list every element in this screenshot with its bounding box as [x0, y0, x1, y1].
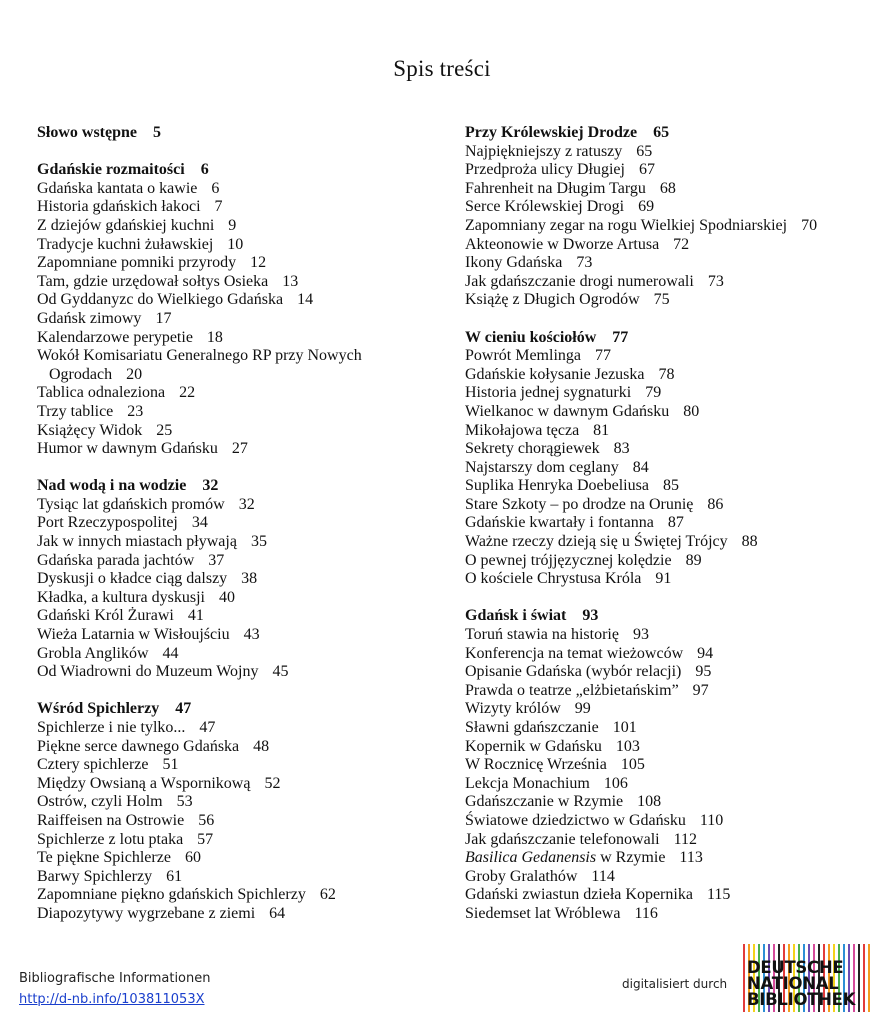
digitized-by-label: digitalisiert durch	[622, 977, 728, 991]
entry-title: Zapomniany zegar na rogu Wielkiej Spodniarskiej	[465, 216, 788, 234]
entry-title: Sławni gdańszczanie	[465, 719, 599, 736]
toc-entry	[465, 756, 875, 775]
entry-title: Ostrów, czyli Holm	[37, 793, 163, 811]
entry-title: Tablica odnaleziona	[37, 384, 166, 402]
entry-title: Trzy tablice	[37, 402, 114, 420]
toc-entry	[465, 663, 875, 682]
entry-page-number: 105	[620, 756, 645, 774]
entry-title: Prawda o teatrze „elżbietańskim”	[465, 681, 679, 699]
toc-section	[465, 607, 875, 923]
entry-page-number: 113	[679, 849, 703, 867]
entry-page-number: 72	[673, 235, 690, 253]
entry-page-number: 91	[655, 570, 672, 588]
toc-entry	[37, 384, 442, 403]
toc-entry	[37, 886, 442, 905]
entry-page-number: 115	[706, 886, 731, 904]
toc-entry	[37, 849, 442, 868]
toc-section-heading	[37, 477, 442, 496]
toc-entry	[465, 254, 875, 273]
toc-entry	[465, 143, 875, 162]
entry-page-number: 77	[595, 347, 611, 365]
entry-title: O pewnej trójjęzycznej kolędzie	[465, 551, 672, 569]
entry-title: Światowe dziedzictwo w Gdańsku	[465, 811, 686, 829]
entry-title: Cztery spichlerze	[37, 756, 149, 774]
entry-title: Zapomniane piękno gdańskich Spichlerzy	[37, 886, 306, 904]
entry-page-number: 23	[127, 402, 144, 420]
toc-entry	[465, 384, 875, 403]
section-page-number: 77	[612, 328, 629, 346]
entry-page-number: 32	[238, 495, 255, 513]
dnb-logo	[743, 944, 871, 1012]
entry-page-number: 51	[162, 756, 179, 774]
section-title: Gdańsk i świat	[465, 607, 567, 625]
entry-page-number: 114	[591, 867, 615, 885]
entry-page-number: 64	[269, 904, 286, 922]
toc-entry	[37, 719, 442, 738]
toc-entry	[37, 589, 442, 608]
toc-entry	[37, 645, 442, 664]
dnb-logo-line: BIBLIOTHEK	[747, 990, 856, 1009]
toc-right-column	[465, 124, 875, 942]
entry-page-number: 62	[319, 886, 336, 904]
entry-page-number: 79	[645, 384, 662, 402]
page-title: Spis treści	[393, 56, 491, 81]
toc-entry	[465, 180, 875, 199]
entry-page-number: 41	[187, 607, 204, 625]
toc-entry	[465, 198, 875, 217]
entry-title: Gdańskie kwartały i fontanna	[465, 514, 654, 532]
toc-entry	[465, 682, 875, 701]
entry-title: Serce Królewskiej Drogi	[465, 198, 625, 216]
entry-page-number: 84	[632, 458, 649, 476]
toc-section	[37, 477, 442, 682]
entry-title: Ważne rzeczy dzieją się u Świętej Trójcy	[465, 533, 728, 551]
entry-page-number: 44	[162, 644, 179, 662]
toc-entry	[465, 366, 875, 385]
entry-title: Sekrety chorągiewek	[465, 440, 600, 458]
toc-entry	[465, 291, 875, 310]
section-page-number: 93	[582, 607, 599, 625]
entry-title: Zapomniane pomniki przyrody	[37, 254, 237, 272]
entry-page-number: 68	[659, 179, 676, 197]
entry-page-number: 7	[214, 198, 223, 216]
toc-entry	[465, 849, 875, 868]
toc-entry	[465, 514, 875, 533]
toc-entry	[465, 626, 875, 645]
entry-page-number: 25	[156, 421, 173, 439]
entry-title: Gdańskie kołysanie Jezuska	[465, 365, 645, 383]
entry-title: Akteonowie w Dworze Artusa	[465, 235, 660, 253]
toc-entry	[37, 514, 442, 533]
toc-entry	[37, 607, 442, 626]
section-title: Słowo wstępne	[37, 124, 138, 141]
entry-page-number: 99	[574, 700, 591, 718]
toc-entry	[465, 812, 875, 831]
toc-entry	[37, 570, 442, 589]
toc-section	[37, 124, 442, 143]
toc-entry	[465, 273, 875, 292]
entry-page-number: 78	[658, 365, 675, 383]
dnb-logo-line: DEUTSCHE	[747, 958, 844, 977]
toc-entry	[465, 477, 875, 496]
entry-page-number: 20	[126, 365, 143, 383]
entry-page-number: 88	[741, 533, 758, 551]
entry-title: Spichlerze i nie tylko...	[37, 719, 186, 736]
toc-entry	[37, 663, 442, 682]
entry-page-number: 37	[208, 551, 225, 569]
entry-title: Gdańszczanie w Rzymie	[465, 793, 624, 811]
entry-title: Siedemset lat Wróblewa	[465, 904, 621, 922]
entry-page-number: 43	[243, 626, 260, 644]
toc-entry	[37, 291, 442, 310]
entry-title: Jak gdańszczanie telefonowali	[465, 830, 660, 848]
entry-page-number: 87	[667, 514, 684, 532]
entry-title: O kościele Chrystusa Króla	[465, 570, 642, 588]
entry-title: Grobla Anglików	[37, 644, 149, 662]
entry-page-number: 93	[632, 626, 649, 644]
entry-page-number: 18	[206, 328, 223, 346]
entry-title: Najstarszy dom ceglany	[465, 458, 619, 476]
toc-entry	[37, 831, 442, 850]
entry-page-number: 106	[603, 774, 628, 792]
toc-section-heading	[37, 700, 442, 719]
toc-entry	[465, 645, 875, 664]
entry-page-number: 22	[179, 384, 196, 402]
entry-page-number: 47	[199, 719, 216, 736]
toc-entry	[37, 180, 442, 199]
toc-entry	[465, 886, 875, 905]
section-title: Gdańskie rozmaitości	[37, 161, 185, 179]
entry-title: Książę z Długich Ogrodów	[465, 291, 640, 309]
entry-page-number: 80	[683, 402, 700, 420]
entry-title: Fahrenheit na Długim Targu	[465, 179, 646, 197]
entry-title: Konferencja na temat wieżowców	[465, 644, 684, 662]
toc-entry	[465, 459, 875, 478]
section-title: W cieniu kościołów	[465, 328, 597, 346]
entry-title: Od Gyddanyzc do Wielkiego Gdańska	[37, 291, 284, 309]
toc-entry	[37, 329, 442, 348]
entry-title: Gdańsk zimowy	[37, 309, 142, 327]
entry-page-number: 86	[707, 495, 724, 513]
entry-page-number: 53	[176, 793, 193, 811]
entry-page-number: 85	[662, 477, 679, 495]
entry-page-number: 38	[241, 570, 258, 588]
toc-section-heading	[37, 124, 442, 143]
entry-page-number: 97	[692, 681, 709, 699]
entry-title: Toruń stawia na historię	[465, 626, 619, 644]
dnb-logo-line: NATIONAL	[747, 974, 839, 993]
entry-page-number: 52	[264, 774, 281, 792]
toc-entry	[37, 775, 442, 794]
entry-title: Gdański zwiastun dzieła Kopernika	[465, 886, 693, 904]
toc-entry	[465, 868, 875, 887]
entry-title: Te piękne Spichlerze	[37, 849, 171, 867]
entry-page-number: 73	[576, 254, 593, 272]
toc-entry	[465, 533, 875, 552]
toc-entry	[37, 552, 442, 571]
entry-title: Kładka, a kultura dyskusji	[37, 588, 205, 606]
section-page-number: 47	[175, 700, 192, 718]
toc-section	[37, 161, 442, 459]
entry-page-number: 108	[637, 793, 662, 811]
entry-page-number: 75	[653, 291, 670, 309]
toc-section	[465, 124, 875, 310]
toc-entry	[465, 905, 875, 924]
entry-title: Gdańska parada jachtów	[37, 551, 195, 569]
entry-page-number: 67	[638, 161, 655, 179]
entry-page-number: 69	[638, 198, 655, 216]
section-page-number: 5	[153, 124, 162, 141]
toc-entry	[37, 217, 442, 236]
entry-title: Gdański Król Żurawi	[37, 607, 174, 625]
toc-entry	[465, 700, 875, 719]
toc-entry	[37, 496, 442, 515]
entry-title: Kalendarzowe perypetie	[37, 328, 193, 346]
section-page-number: 32	[202, 477, 219, 495]
toc-entry	[37, 403, 442, 422]
entry-page-number: 48	[253, 737, 270, 755]
entry-title: Barwy Spichlerzy	[37, 867, 153, 885]
entry-page-number: 65	[636, 142, 653, 160]
toc-entry	[37, 236, 442, 255]
toc-entry	[37, 812, 442, 831]
entry-title: Kopernik w Gdańsku	[465, 737, 602, 755]
entry-title: Wokół Komisariatu Generalnego RP przy Nowych Ogrodach	[37, 347, 362, 383]
entry-page-number: 83	[613, 440, 630, 458]
toc-entry	[465, 738, 875, 757]
toc-entry	[465, 496, 875, 515]
entry-page-number: 40	[218, 588, 235, 606]
entry-title: Historia jednej sygnaturki	[465, 384, 632, 402]
toc-entry	[465, 217, 875, 236]
toc-entry	[37, 905, 442, 924]
toc-section-heading	[37, 161, 442, 180]
entry-title: Groby Gralathów	[465, 867, 578, 885]
entry-page-number: 60	[184, 849, 201, 867]
toc-entry	[37, 793, 442, 812]
entry-page-number: 34	[191, 514, 208, 532]
dnb-logo-text	[747, 960, 855, 1008]
toc-entry	[465, 552, 875, 571]
entry-page-number: 17	[155, 309, 172, 327]
toc-entry	[37, 273, 442, 292]
dnb-logo-bar	[743, 944, 745, 1012]
entry-title: Jak w innych miastach pływają	[37, 533, 237, 551]
entry-page-number: 89	[685, 551, 702, 569]
entry-title: Powrót Memlinga	[465, 347, 581, 365]
toc-entry	[465, 719, 875, 738]
bib-link[interactable]: http://d-nb.info/103811053X	[19, 992, 205, 1007]
entry-page-number: 14	[297, 291, 314, 309]
entry-page-number: 6	[211, 179, 220, 197]
entry-title: Suplika Henryka Doebeliusa	[465, 477, 649, 495]
entry-title: Mikołajowa tęcza	[465, 421, 580, 439]
toc-entry	[37, 440, 442, 459]
entry-page-number: 103	[615, 737, 640, 755]
section-title: Nad wodą i na wodzie	[37, 477, 187, 495]
entry-title: Stare Szkoty – po drodze na Orunię	[465, 495, 694, 513]
dnb-logo-bar	[863, 944, 865, 1012]
entry-title: Tradycje kuchni żuławskiej	[37, 235, 214, 253]
entry-page-number: 35	[250, 533, 267, 551]
entry-title: Lekcja Monachium	[465, 774, 590, 792]
toc-section	[37, 700, 442, 923]
entry-page-number: 45	[272, 663, 289, 681]
entry-title: W Rocznicę Września	[465, 756, 607, 774]
entry-page-number: 116	[634, 904, 658, 922]
toc-entry	[37, 254, 442, 273]
bibliographic-info	[19, 968, 211, 1010]
entry-page-number: 9	[228, 216, 237, 234]
entry-title: Raiffeisen na Ostrowie	[37, 811, 185, 829]
entry-page-number: 61	[166, 867, 183, 885]
entry-title: Spichlerze z lotu ptaka	[37, 830, 184, 848]
entry-title-italic: Basilica Gedanensis	[465, 849, 597, 867]
entry-title: Z dziejów gdańskiej kuchni	[37, 216, 215, 234]
entry-title: Książęcy Widok	[37, 421, 143, 439]
toc-entry	[465, 440, 875, 459]
toc-entry	[465, 422, 875, 441]
entry-title: Piękne serce dawnego Gdańska	[37, 737, 240, 755]
toc-entry	[37, 738, 442, 757]
entry-title: Przedproża ulicy Długiej	[465, 161, 625, 179]
toc-entry	[37, 198, 442, 217]
bib-label: Bibliografische Informationen	[19, 971, 211, 986]
entry-page-number: 13	[282, 272, 299, 290]
section-page-number: 6	[200, 161, 209, 179]
entry-title: Od Wiadrowni do Muzeum Wojny	[37, 663, 259, 681]
entry-title: Między Owsianą a Wspornikową	[37, 774, 251, 792]
entry-page-number: 110	[699, 811, 724, 829]
entry-title: Gdańska kantata o kawie	[37, 179, 198, 197]
entry-title: Najpiękniejszy z ratuszy	[465, 142, 623, 160]
toc-section	[465, 329, 875, 589]
section-page-number: 65	[653, 124, 670, 141]
entry-page-number: 81	[593, 421, 610, 439]
entry-page-number: 101	[612, 719, 637, 736]
toc-entry	[465, 347, 875, 366]
entry-page-number: 12	[250, 254, 267, 272]
toc-section-heading	[465, 124, 875, 143]
section-title: Wśród Spichlerzy	[37, 700, 160, 718]
section-title: Przy Królewskiej Drodze	[465, 124, 638, 141]
entry-title: Wieża Latarnia w Wisłoujściu	[37, 626, 230, 644]
toc-left-column	[37, 124, 442, 942]
toc-section-heading	[465, 607, 875, 626]
toc-entry	[37, 533, 442, 552]
entry-title: w Rzymie	[600, 849, 666, 867]
entry-title: Dyskusji o kładce ciąg dalszy	[37, 570, 228, 588]
toc-entry	[37, 756, 442, 775]
entry-title: Wielkanoc w dawnym Gdańsku	[465, 402, 670, 420]
toc-entry	[37, 347, 442, 384]
toc-entry	[37, 868, 442, 887]
toc-entry	[465, 793, 875, 812]
toc-entry	[37, 626, 442, 645]
entry-page-number: 94	[697, 644, 714, 662]
toc-entry	[465, 570, 875, 589]
entry-title: Port Rzeczypospolitej	[37, 514, 178, 532]
entry-title: Wizyty królów	[465, 700, 561, 718]
toc-entry	[465, 831, 875, 850]
entry-title: Diapozytywy wygrzebane z ziemi	[37, 904, 256, 922]
dnb-logo-bar	[868, 944, 870, 1012]
entry-title: Tam, gdzie urzędował sołtys Osieka	[37, 272, 269, 290]
entry-title: Jak gdańszczanie drogi numerowali	[465, 272, 694, 290]
entry-page-number: 95	[695, 663, 712, 681]
toc-section-heading	[465, 329, 875, 348]
entry-title: Humor w dawnym Gdańsku	[37, 440, 218, 458]
toc-entry	[465, 403, 875, 422]
dnb-logo-bar	[858, 944, 860, 1012]
entry-page-number: 112	[673, 830, 697, 848]
entry-page-number: 70	[801, 216, 818, 234]
toc-entry	[465, 161, 875, 180]
entry-title: Opisanie Gdańska (wybór relacji)	[465, 663, 682, 681]
entry-page-number: 56	[198, 811, 215, 829]
entry-title: Tysiąc lat gdańskich promów	[37, 495, 225, 513]
toc-entry	[465, 236, 875, 255]
toc-entry	[37, 310, 442, 329]
toc-entry	[465, 775, 875, 794]
entry-page-number: 73	[707, 272, 724, 290]
entry-page-number: 27	[231, 440, 248, 458]
entry-title: Historia gdańskich łakoci	[37, 198, 201, 216]
entry-title: Ikony Gdańska	[465, 254, 563, 272]
toc-entry	[37, 422, 442, 441]
entry-page-number: 57	[197, 830, 214, 848]
entry-page-number: 10	[227, 235, 244, 253]
